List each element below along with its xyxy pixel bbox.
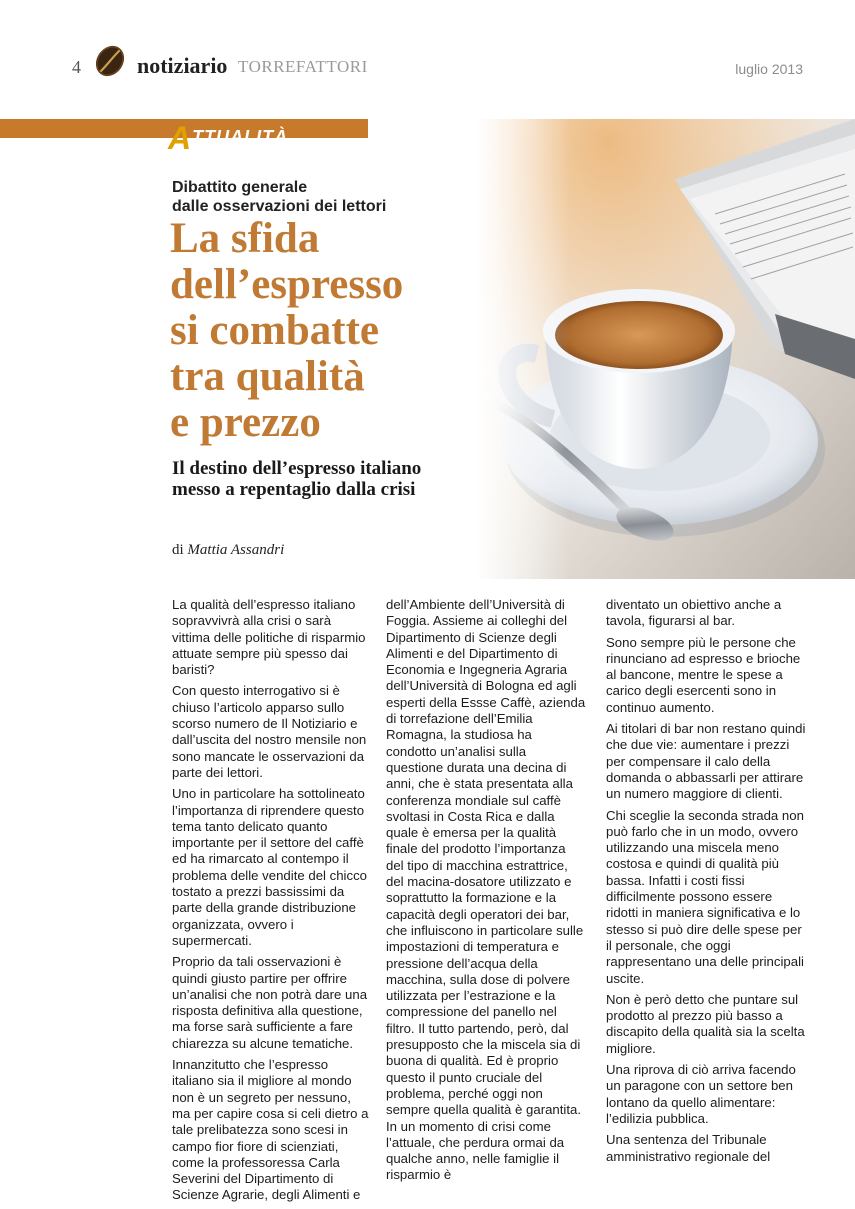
author-name: Mattia Assandri	[187, 542, 285, 558]
masthead-title: notiziario	[137, 53, 228, 78]
espresso-photo	[475, 119, 855, 579]
subtitle-line: Il destino dell’espresso italiano	[172, 458, 422, 479]
page-number: 4	[72, 57, 81, 77]
article-kicker	[172, 178, 472, 216]
coffee-bean-icon	[92, 44, 128, 78]
paragraph: diventato un obiettivo anche a tavola, figurarsi al bar.	[606, 597, 782, 629]
paragraph: Innanzitutto che l’espresso italiano sia il migliore al mondo non è un segreto per nessuno, ma per capire cosa si celi dietro a tale prelibatezza sono scesi in campo fior fiore di scienziati, come la professoressa Carla Severini del Dipartimento di Scienze Agrarie, degli Alimenti e	[172, 1057, 369, 1203]
paragraph: Proprio da tali osservazioni è quindi giusto partire per offrire un’analisi che non potrà dare una risposta definitiva alla questione, ma forse sarà sufficiente a fare chiarezza su alcune tematiche.	[172, 954, 368, 1051]
section-label	[168, 114, 289, 156]
paragraph: dell’Ambiente dell’Università di Foggia. Assieme ai colleghi del Dipartimento di Scienze degli Alimenti e del Dipartimento di Economia e Ingegneria Agraria dell’Università di Bologna ed agli esperti della Essse Caffè, azienda di torrefazione dell’Emilia Romagna, la studiosa ha condotto un’analisi sulla questione durata una decina di anni, che è stata presentata alla conferenza mondiale sul caffè svoltasi in Costa Rica e dalla quale è emersa per la qualità finale del prodotto l’importanza del tipo di macchina estrattrice, del macina-dosatore utilizzato e soprattutto la formazione e la capacità degli operatori dei bar, che influiscono in particolare sulle impostazioni di temperatura e pressione dell’acqua della macchina, sulla dose di polvere utilizzata per l’estrazione e la compressione del panello nel filtro. Il tutto partendo, però, dal presupposto che la miscela sia di buona di qualità. Ed è proprio questo il punto cruciale del problema, perché oggi non sempre quella qualità è garantita. In un momento di crisi come l’attuale, che perdura ormai da qualche anno, nelle famiglie il risparmio è	[386, 597, 586, 1183]
paragraph: Uno in particolare ha sottolineato l’importanza di riprendere questo tema tanto delicato quanto importante per il settore del caffè ed ha rimarcato al contempo il problema delle vendite del chicco tostato a prezzi bassissimi da parte della grande distribuzione organizzata, ovvero i supermercati.	[172, 786, 367, 948]
masthead-subtitle: TORREFATTORI	[238, 57, 368, 76]
headline-line: tra qualità	[170, 353, 365, 400]
article-subtitle	[172, 458, 472, 500]
section-initial: A	[168, 120, 193, 156]
byline-prefix: di	[172, 542, 184, 558]
paragraph: Una sentenza del Tribunale amministrativo regionale del	[606, 1132, 771, 1164]
text-column-3	[606, 597, 806, 1170]
headline-line: e prezzo	[170, 399, 321, 446]
kicker-line: dalle osservazioni dei lettori	[172, 198, 387, 215]
section-label-rest: TTUALITÀ	[192, 127, 289, 147]
article-headline	[170, 216, 470, 446]
subtitle-line: messo a repentaglio dalla crisi	[172, 479, 416, 500]
paragraph: Con questo interrogativo si è chiuso l’articolo apparso sullo scorso numero de Il Notiziario e dall’uscita del nostro mensile non sono mancate le osservazioni da parte dei lettori.	[172, 683, 367, 780]
paragraph: Non è però detto che puntare sul prodotto al prezzo più basso a discapito della qualità sia la scelta migliore.	[606, 991, 805, 1056]
headline-line: dell’espresso	[170, 261, 404, 308]
text-column-1	[172, 597, 372, 1209]
paragraph: Una riprova di ciò arriva facendo un paragone con un settore ben lontano da quello alimentare: l’edilizia pubblica.	[606, 1062, 796, 1126]
paragraph: Chi sceglie la seconda strada non può farlo che in un modo, ovvero utilizzando una miscela meno costosa e quindi di qualità più bassa. Infatti i costi fissi difficilmente possono essere ridotti in maniera significativa e lo stesso si può dire delle spese per il personale, che oggi rappresentano una delle principali uscite.	[606, 807, 804, 986]
headline-line: si combatte	[170, 307, 379, 354]
paragraph: Sono sempre più le persone che rinunciano ad espresso e brioche al bancone, mentre le spese a carico degli esercenti sono in continuo aumento.	[606, 634, 801, 715]
byline	[172, 542, 284, 559]
paragraph: Ai titolari di bar non restano quindi che due vie: aumentare i prezzi per compensare il calo della domanda o abbassarli per attirare un numero maggiore di clienti.	[606, 721, 806, 802]
kicker-line: Dibattito generale	[172, 179, 308, 196]
issue-date: luglio 2013	[735, 61, 803, 77]
paragraph: La qualità dell’espresso italiano sopravvivrà alla crisi o sarà vittima delle politiche di risparmio attuate sempre più spesso dai baristi?	[172, 597, 366, 678]
headline-line: La sfida	[170, 215, 320, 262]
text-column-2	[386, 597, 586, 1189]
